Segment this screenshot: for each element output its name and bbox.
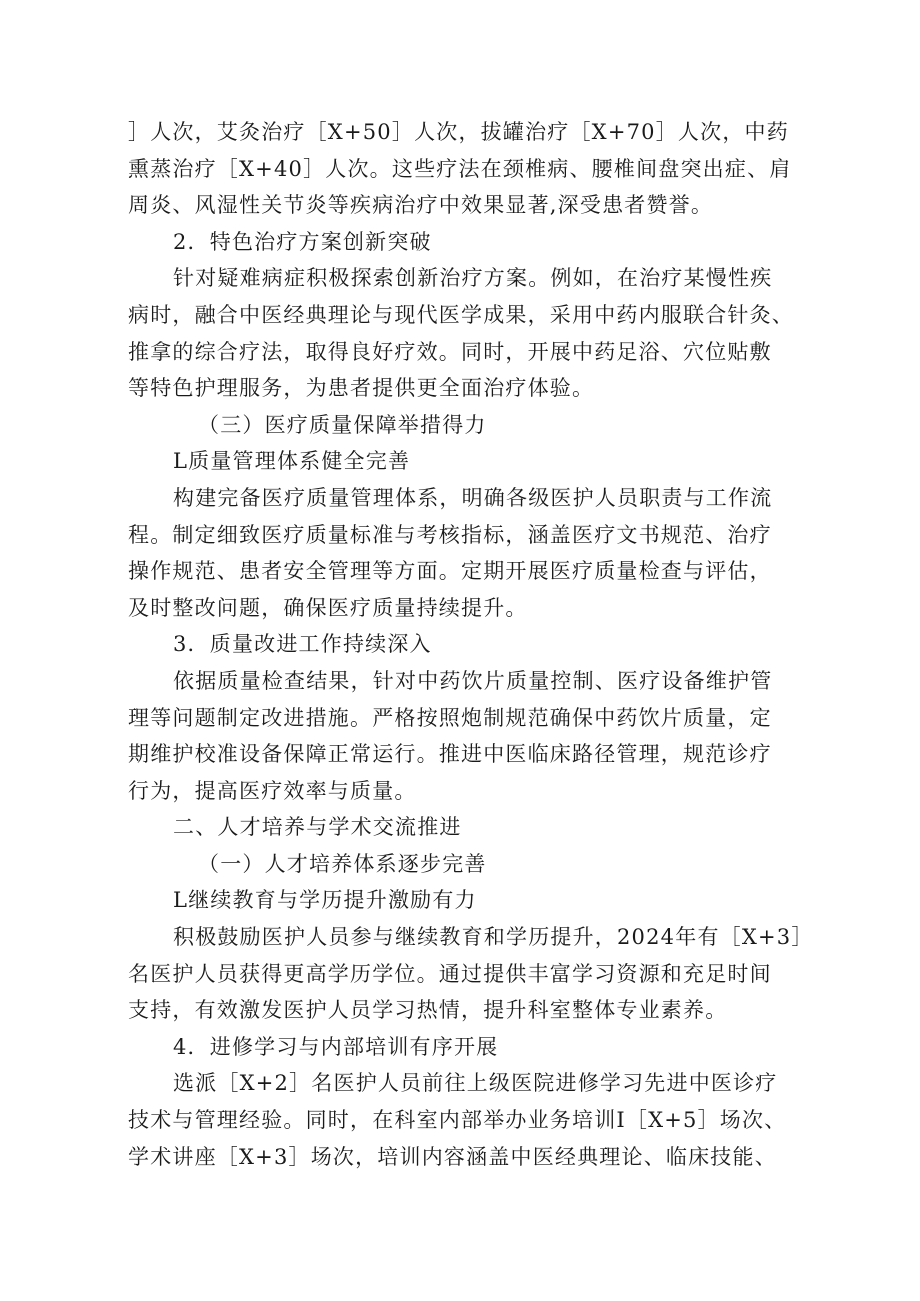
paragraph-line: 积极鼓励医护人员参与继续教育和学历提升，2024年有［X+3］ bbox=[173, 925, 814, 950]
paragraph-line: 技术与管理经验。同时，在科室内部举办业务培训I［X+5］场次、 bbox=[128, 1108, 787, 1133]
section-heading: 4．进修学习与内部培训有序开展 bbox=[173, 1034, 499, 1059]
paragraph-line: 等特色护理服务，为患者提供更全面治疗体验。 bbox=[128, 376, 595, 401]
paragraph-line: 病时，融合中医经典理论与现代医学成果，采用中药内服联合针灸、 bbox=[128, 302, 794, 327]
paragraph-line: ］人次，艾灸治疗［X+50］人次，拔罐治疗［X+70］人次，中药 bbox=[128, 120, 789, 144]
paragraph-line: 名医护人员获得更高学历学位。通过提供丰富学习资源和充足时间 bbox=[128, 961, 772, 986]
paragraph-line: 周炎、风湿性关节炎等疾病治疗中效果显著,深受患者赞誉。 bbox=[128, 193, 714, 218]
section-heading: L继续教育与学历提升激励有力 bbox=[173, 888, 477, 913]
section-heading: 3．质量改进工作持续深入 bbox=[173, 632, 432, 657]
paragraph-line: 选派［X+2］名医护人员前往上级医院进修学习先进中医诊疗 bbox=[173, 1071, 778, 1096]
section-heading: L质量管理体系健全完善 bbox=[173, 449, 411, 474]
paragraph-line: 期维护校准设备保障正常运行。推进中医临床路径管理，规范诊疗 bbox=[128, 742, 772, 767]
paragraph-line: 理等问题制定改进措施。严格按照炮制规范确保中药饮片质量，定 bbox=[128, 705, 772, 730]
paragraph-line: 针对疑难病症积极探索创新治疗方案。例如，在治疗某慢性疾 bbox=[173, 266, 773, 291]
paragraph-line: 熏蒸治疗［X+40］人次。这些疗法在颈椎病、腰椎间盘突出症、肩 bbox=[128, 156, 792, 181]
document-body bbox=[128, 114, 814, 1175]
paragraph-line: 构建完备医疗质量管理体系，明确各级医护人员职责与工作流 bbox=[173, 485, 773, 510]
paragraph-line: 依据质量检查结果，针对中药饮片质量控制、医疗设备维护管 bbox=[173, 668, 773, 693]
paragraph-line: 程。制定细致医疗质量标准与考核指标，涵盖医疗文书规范、治疗 bbox=[128, 522, 772, 547]
paragraph-line: 支持，有效激发医护人员学习热情，提升科室整体专业素养。 bbox=[128, 998, 728, 1023]
paragraph-line: 学术讲座［X+3］场次，培训内容涵盖中医经典理论、临床技能、 bbox=[128, 1144, 777, 1169]
section-heading: 2．特色治疗方案创新突破 bbox=[173, 229, 432, 254]
paragraph-line: 操作规范、患者安全管理等方面。定期开展医疗质量检查与评估， bbox=[128, 559, 772, 584]
section-heading: （一）人才培养体系逐步完善 bbox=[198, 851, 487, 876]
paragraph-line: 行为，提高医疗效率与质量。 bbox=[128, 778, 417, 803]
section-heading: 二、人才培养与学术交流推进 bbox=[173, 815, 462, 840]
paragraph-line: 推拿的综合疗法，取得良好疗效。同时，开展中药足浴、穴位贴敷 bbox=[128, 339, 772, 364]
section-heading: （三）医疗质量保障举措得力 bbox=[198, 412, 487, 437]
paragraph-line: 及时整改问题，确保医疗质量持续提升。 bbox=[128, 595, 528, 620]
